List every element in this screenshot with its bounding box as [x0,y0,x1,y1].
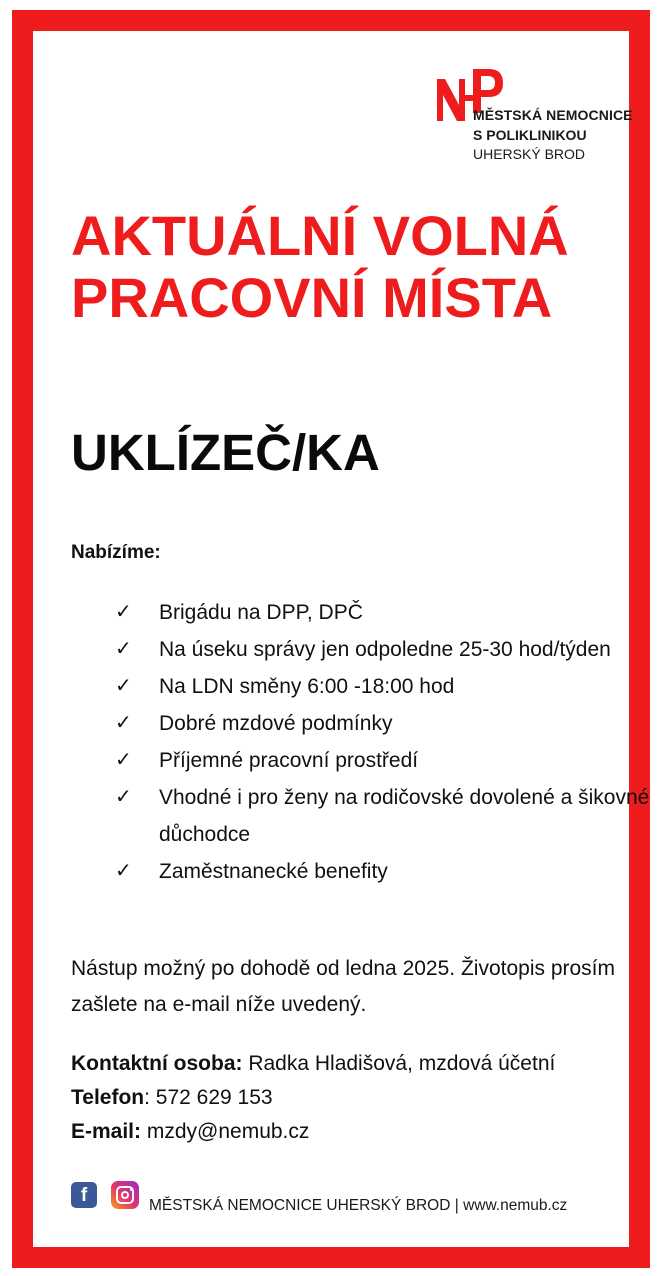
list-item [115,742,655,779]
position-title: UKLÍZEČ/KA [71,424,380,481]
list-item-text: Příjemné pracovní prostředí [159,749,419,772]
list-item-text: Zaměstnanecké benefity [159,860,388,883]
contact-block [71,1047,651,1149]
footer [71,1179,651,1219]
list-item [115,631,655,668]
list-item [115,705,655,742]
headline-line-1: AKTUÁLNÍ VOLNÁ [71,204,569,267]
list-item-text: Dobré mzdové podmínky [159,712,393,735]
checkmark-icon: ✓ [115,601,132,623]
instagram-icon[interactable] [111,1181,139,1209]
hospital-logo [437,61,662,165]
checkmark-icon: ✓ [115,712,132,734]
contact-email-label: E-mail: [71,1120,142,1143]
list-item-text: Na úseku správy jen odpoledne 25-30 hod/týden [159,638,611,661]
job-poster [12,10,650,1268]
contact-phone-value: : 572 629 153 [144,1086,273,1109]
logo-line-3: UHERSKÝ BROD [473,146,586,162]
headline [71,205,631,329]
list-item-text: Brigádu na DPP, DPČ [159,601,363,624]
logo-line-2: S POLIKLINIKOU [473,127,587,143]
logo-line-1: MĚSTSKÁ NEMOCNICE [473,107,633,123]
headline-line-2: PRACOVNÍ MÍSTA [71,266,553,329]
checkmark-icon: ✓ [115,675,132,697]
list-item [115,668,655,705]
list-item [115,779,655,853]
contact-phone [71,1081,651,1115]
list-item-text: Vhodné i pro ženy na rodičovské dovolené a šikovné důchodce [159,786,650,846]
offer-list [115,594,655,890]
offer-label: Nabízíme: [71,542,161,563]
footer-text: MĚSTSKÁ NEMOCNICE UHERSKÝ BROD | www.nemub.cz [149,1197,568,1214]
checkmark-icon: ✓ [115,749,132,771]
contact-email-value[interactable]: mzdy@nemub.cz [141,1120,310,1143]
list-item-text: Na LDN směny 6:00 -18:00 hod [159,675,455,698]
contact-person [71,1047,651,1081]
list-item [115,853,655,890]
contact-person-label: Kontaktní osoba: [71,1052,243,1075]
start-note: Nástup možný po dohodě od ledna 2025. Životopis prosím zašlete na e-mail níže uvedený. [71,957,616,1016]
checkmark-icon: ✓ [115,860,132,882]
contact-phone-label: Telefon [71,1086,145,1109]
facebook-icon[interactable]: f [71,1182,97,1208]
checkmark-icon: ✓ [115,786,132,808]
contact-email [71,1115,651,1149]
list-item [115,594,655,631]
contact-person-value: Radka Hladišová, mzdová účetní [242,1052,556,1075]
checkmark-icon: ✓ [115,638,132,660]
